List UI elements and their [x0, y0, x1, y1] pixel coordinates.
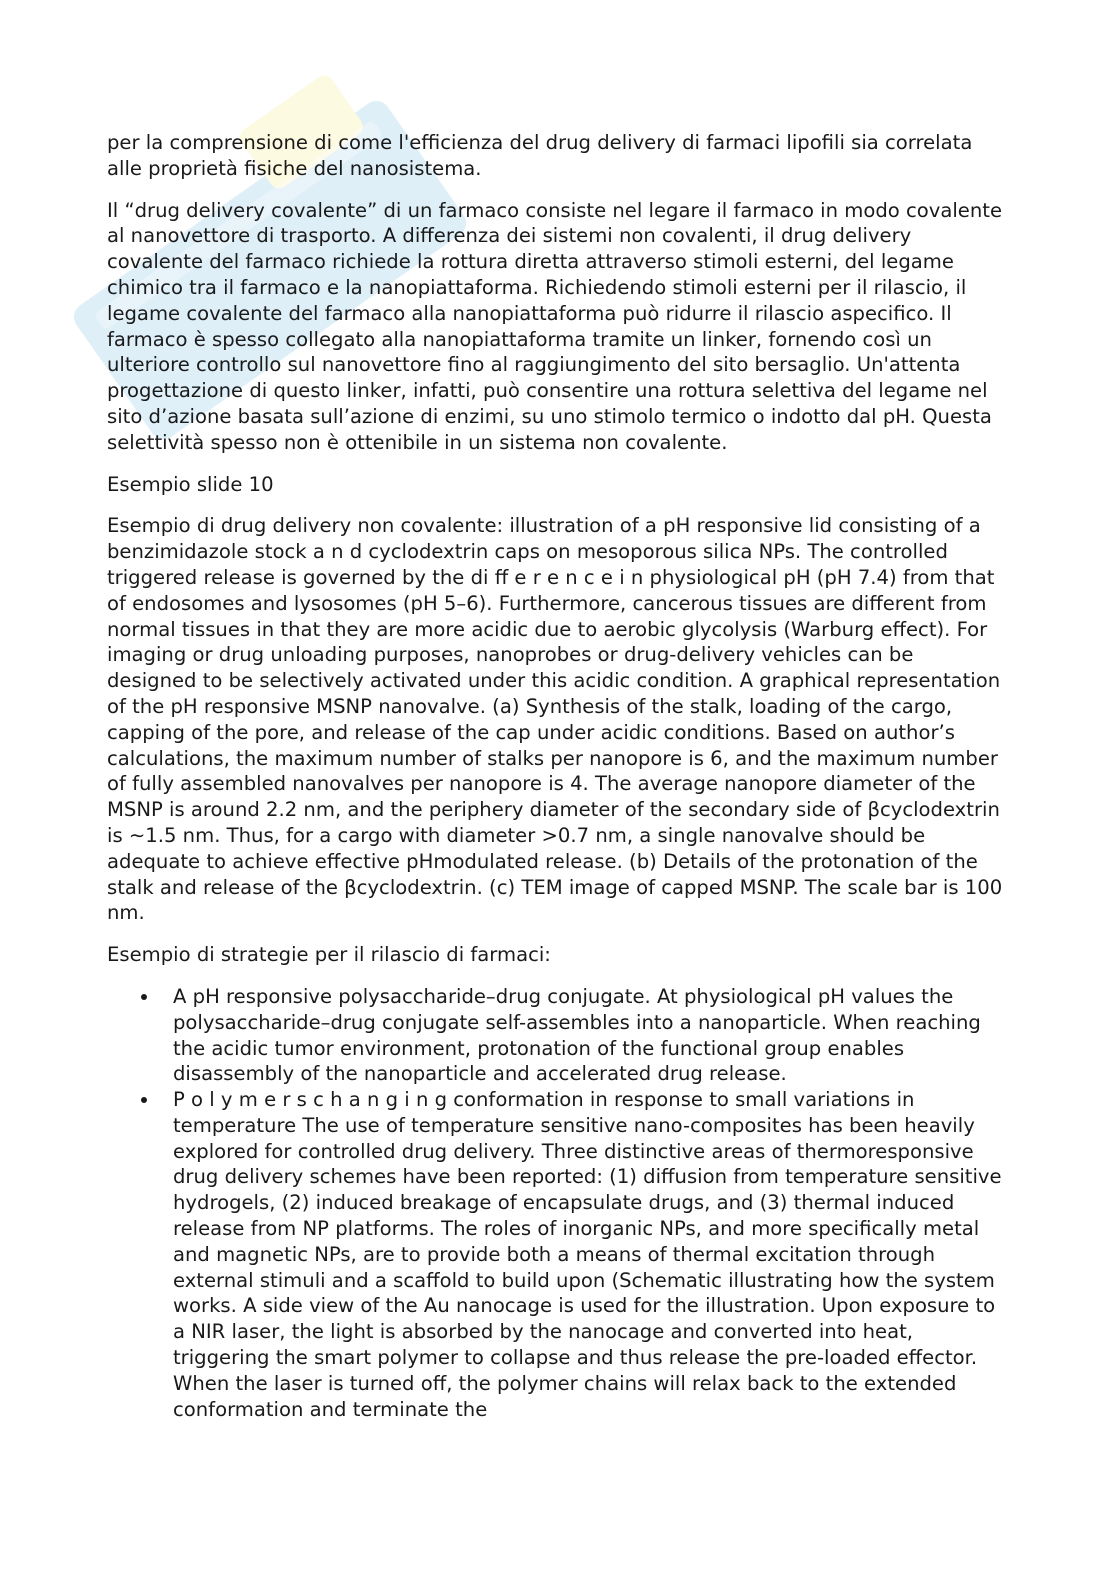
paragraph-covalent-delivery: Il “drug delivery covalente” di un farmaco consiste nel legare il farmaco in modo covalente al nanovettore di trasporto. A differenza dei sistemi non covalenti, il drug delivery covalente del farmaco richiede la rottura diretta attraverso stimoli esterni, del legame chimico tra il farmaco e la nanopiattaforma. Richiedendo stimoli esterni per il rilascio, il legame covalente del farmaco alla nanopiattaforma può ridurre il rilascio aspecifico. Il farmaco è spesso collegato alla nanopiattaforma tramite un linker, fornendo così un ulteriore controllo sul nanovettore fino al raggiungimento del sito bersaglio. Un'attenta progettazione di questo linker, infatti, può consentire una rottura selettiva del legame nel sito d’azione basata sull’azione di enzimi, su uno stimolo termico o indotto dal pH. Questa selettività spesso non è ottenibile in un sistema non covalente.	[107, 198, 1003, 454]
paragraph-lipophilic-drugs: per la comprensione di come l'efficienza del drug delivery di farmaci lipofili sia correlata alle proprietà fisiche del nanosistema.	[107, 131, 973, 180]
document-body	[107, 130, 1009, 1422]
list-item	[107, 1087, 1009, 1422]
paragraph-strategies-heading: Esempio di strategie per il rilascio di farmaci:	[107, 943, 551, 967]
paragraph-slide-reference: Esempio slide 10	[107, 472, 274, 496]
bullet-icon	[141, 1097, 147, 1103]
paragraph-noncovalent-example: Esempio di drug delivery non covalente: illustration of a pH responsive lid consisting of a benzimidazole stock a n d cyclodextrin caps on mesoporous silica NPs. The controlled triggered release is governed by the di ff e r e n c e i n physiological pH (pH 7.4) from that of endosomes and lysosomes (pH 5–6). Furthermore, cancerous tissues are different from normal tissues in that they are more acidic due to aerobic glycolysis (Warburg effect). For imaging or drug unloading purposes, nanoprobes or drug-delivery vehicles can be designed to be selectively activated under this acidic condition. A graphical representation of the pH responsive MSNP nanovalve. (a) Synthesis of the stalk, loading of the cargo, capping of the pore, and release of the cap under acidic conditions. Based on author’s calculations, the maximum number of stalks per nanopore is 6, and the maximum number of fully assembled nanovalves per nanopore is 4. The average nanopore diameter of the MSNP is around 2.2 nm, and the periphery diameter of the secondary side of βcyclodextrin is ∼1.5 nm. Thus, for a cargo with diameter >0.7 nm, a single nanovalve should be adequate to achieve effective pHmodulated release. (b) Details of the protonation of the stalk and release of the βcyclodextrin. (c) TEM image of capped MSNP. The scale bar is 100 nm.	[107, 514, 1003, 925]
bullet-icon	[141, 994, 147, 1000]
list-item-text: P o l y m e r s c h a n g i n g conformation in response to small variations in temperature The use of temperature sensitive nano-composites has been heavily explored for controlled drug delivery. Three distinctive areas of thermoresponsive drug delivery schemes have been reported: (1) diffusion from temperature sensitive hydrogels, (2) induced breakage of encapsulate drugs, and (3) thermal induced release from NP platforms. The roles of inorganic NPs, and more specifically metal and magnetic NPs, are to provide both a means of thermal excitation through external stimuli and a scaffold to build upon (Schematic illustrating how the system works. A side view of the Au nanocage is used for the illustration. Upon exposure to a NIR laser, the light is absorbed by the nanocage and converted into heat, triggering the smart polymer to collapse and thus release the pre-loaded effector. When the laser is turned off, the polymer chains will relax back to the extended conformation and terminate the	[173, 1088, 1002, 1421]
strategies-list	[107, 984, 1009, 1423]
list-item	[107, 984, 1009, 1087]
list-item-text: A pH responsive polysaccharide–drug conjugate. At physiological pH values the polysaccharide–drug conjugate self-assembles into a nanoparticle. When reaching the acidic tumor environment, protonation of the functional group enables disassembly of the nanoparticle and accelerated drug release.	[173, 984, 981, 1086]
